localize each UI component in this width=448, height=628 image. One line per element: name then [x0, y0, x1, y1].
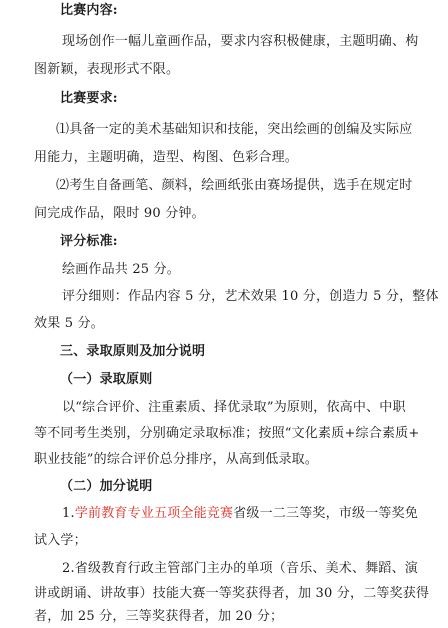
- contest-content-heading: 比赛内容:: [60, 3, 118, 18]
- bonus-item-1-highlight: 学前教育专业五项全能竞赛: [74, 506, 234, 521]
- scoring-detail-line-2: 效果 5 分。: [34, 316, 104, 331]
- requirement-1-line-2: 用能力，主题明确，造型、构图、色彩合理。: [34, 150, 299, 165]
- requirements-heading: 比赛要求:: [60, 91, 118, 106]
- admission-principle-heading: （一）录取原则: [60, 372, 153, 387]
- section-three-heading: 三、录取原则及加分说明: [60, 344, 206, 359]
- admission-principle-line-2: 等不同考生类别，分别确定录取标准；按照“文化素质+综合素质+: [34, 426, 420, 441]
- requirement-1-line-1: ⑴具备一定的美术基础知识和技能，突出绘画的创编及实际应: [56, 122, 413, 137]
- bonus-item-2-line-3: 者，加 25 分，三等奖获得者，加 20 分；: [34, 609, 284, 624]
- bonus-item-1-line-2: 试入学；: [34, 533, 87, 548]
- requirement-2-line-2: 间完成作品，限时 90 分钟。: [34, 206, 205, 221]
- admission-principle-line-3: 职业技能”的综合评价总分排序，从高到低录取。: [34, 452, 319, 467]
- bonus-item-1-number: 1.: [62, 506, 75, 521]
- bonus-points-heading: （二）加分说明: [60, 479, 153, 494]
- bonus-item-1-line-1: [62, 505, 418, 523]
- scoring-detail-line-1: 评分细则：作品内容 5 分，艺术效果 10 分，创造力 5 分，整体: [62, 289, 439, 304]
- scoring-heading: 评分标准:: [60, 234, 118, 249]
- bonus-item-2-line-2: 讲或朗诵、讲故事）技能大赛一等奖获得者，加 30 分，二等奖获得: [34, 586, 430, 601]
- requirement-2-line-1: ⑵考生自备画笔、颜料，绘画纸张由赛场提供，选手在规定时: [56, 178, 413, 193]
- contest-content-line-1: 现场创作一幅儿童画作品，要求内容积极健康，主题明确、构: [62, 34, 419, 49]
- contest-content-line-2: 图新颖，表现形式不限。: [34, 62, 180, 77]
- bonus-item-2-line-1: 2.省级教育行政主管部门主办的单项（音乐、美术、舞蹈、演: [62, 561, 419, 576]
- bonus-item-1-text: 省级一二三等奖，市级一等奖免: [233, 506, 419, 521]
- scoring-total: 绘画作品共 25 分。: [62, 262, 181, 277]
- admission-principle-line-1: 以“综合评价、注重素质、择优录取”为原则，依高中、中职: [62, 400, 406, 415]
